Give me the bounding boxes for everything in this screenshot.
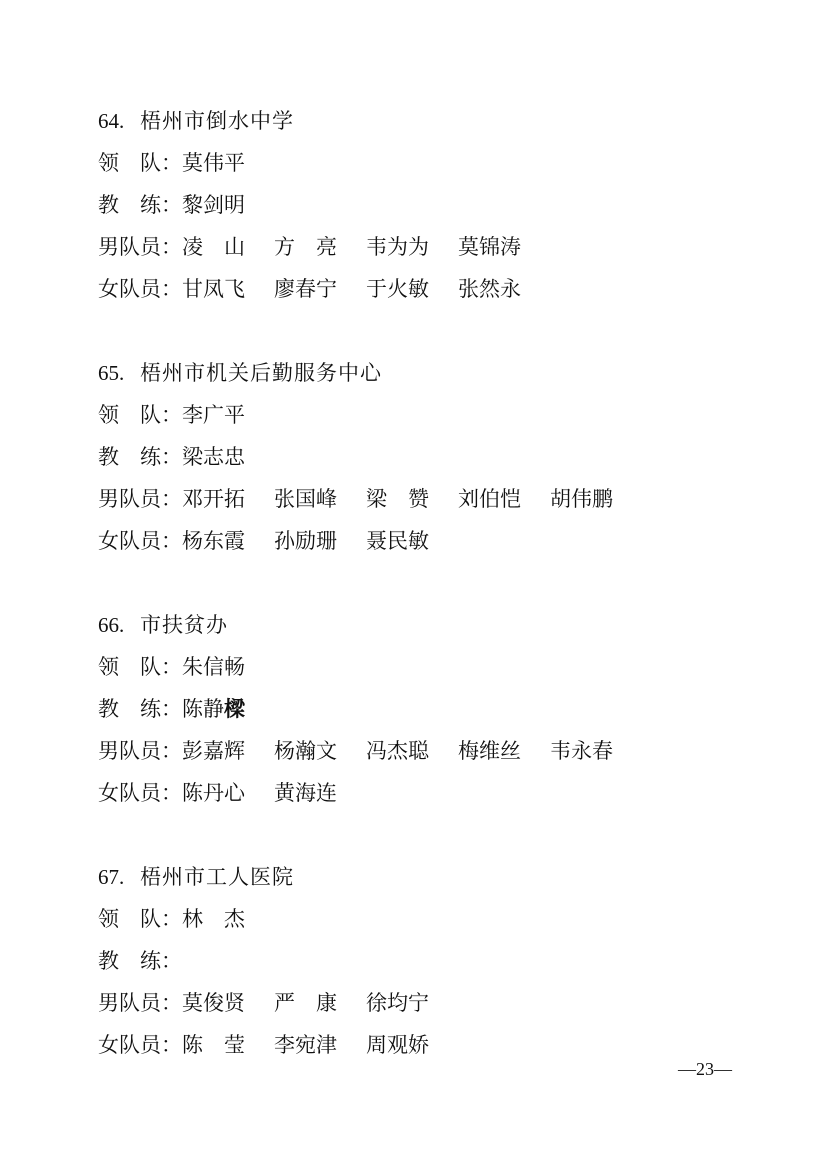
member-name: 梁 赞 — [366, 487, 429, 511]
coach-name: 陈静 — [182, 697, 224, 721]
member-name: 莫俊贤 — [182, 991, 245, 1015]
team-block — [98, 856, 766, 1066]
team-name: 梧州市机关后勤服务中心 — [140, 361, 382, 385]
teams-list — [98, 100, 766, 1108]
female-members-row — [98, 268, 766, 310]
female-members-row — [98, 1024, 766, 1066]
team-name: 梧州市工人医院 — [140, 865, 294, 889]
male-members-row — [98, 730, 766, 772]
male-members-label: 男队员： — [98, 991, 182, 1015]
member-name: 邓开拓 — [182, 487, 245, 511]
leader-row — [98, 646, 766, 688]
leader-name: 林 杰 — [182, 907, 245, 931]
member-name: 彭嘉辉 — [182, 739, 245, 763]
team-number: 65. — [98, 361, 125, 385]
team-name: 梧州市倒水中学 — [140, 109, 294, 133]
leader-name: 朱信畅 — [182, 655, 245, 679]
leader-row — [98, 394, 766, 436]
team-block — [98, 604, 766, 814]
male-members-row — [98, 226, 766, 268]
member-name: 杨瀚文 — [274, 739, 337, 763]
member-name: 方 亮 — [274, 235, 337, 259]
team-number: 67. — [98, 865, 125, 889]
leader-row — [98, 898, 766, 940]
coach-name: 黎剑明 — [182, 193, 245, 217]
member-name: 陈丹心 — [182, 781, 245, 805]
member-name: 聂民敏 — [366, 529, 429, 553]
male-members — [182, 478, 613, 520]
female-members-row — [98, 520, 766, 562]
male-members-label: 男队员： — [98, 235, 182, 259]
team-title — [98, 352, 766, 394]
male-members — [182, 226, 521, 268]
coach-row — [98, 940, 766, 982]
member-name: 黄海连 — [274, 781, 337, 805]
leader-name: 莫伟平 — [182, 151, 245, 175]
member-name: 莫锦涛 — [458, 235, 521, 259]
leader-name: 李广平 — [182, 403, 245, 427]
team-number: 66. — [98, 613, 125, 637]
coach-label: 教 练： — [98, 445, 182, 469]
member-name: 周观娇 — [366, 1033, 429, 1057]
coach-row — [98, 436, 766, 478]
member-name: 陈 莹 — [182, 1033, 245, 1057]
member-name: 李宛津 — [274, 1033, 337, 1057]
female-members-label: 女队员： — [98, 781, 182, 805]
member-name: 严 康 — [274, 991, 337, 1015]
team-block — [98, 352, 766, 562]
leader-label: 领 队： — [98, 655, 182, 679]
team-number: 64. — [98, 109, 125, 133]
coach-name: 梁志忠 — [182, 445, 245, 469]
female-members-label: 女队员： — [98, 277, 182, 301]
coach-row — [98, 688, 766, 730]
male-members-label: 男队员： — [98, 739, 182, 763]
leader-label: 领 队： — [98, 403, 182, 427]
coach-row — [98, 184, 766, 226]
female-members-row — [98, 772, 766, 814]
female-members-label: 女队员： — [98, 529, 182, 553]
member-name: 冯杰聪 — [366, 739, 429, 763]
member-name: 张国峰 — [274, 487, 337, 511]
team-title — [98, 100, 766, 142]
member-name: 徐均宁 — [366, 991, 429, 1015]
member-name: 韦永春 — [550, 739, 613, 763]
member-name: 张然永 — [458, 277, 521, 301]
coach-label: 教 练： — [98, 193, 182, 217]
team-name: 市扶贫办 — [140, 613, 228, 637]
team-title — [98, 856, 766, 898]
male-members-label: 男队员： — [98, 487, 182, 511]
female-members — [182, 268, 521, 310]
male-members — [182, 730, 613, 772]
male-members — [182, 982, 429, 1024]
leader-row — [98, 142, 766, 184]
coach-label: 教 练： — [98, 949, 182, 973]
team-block — [98, 100, 766, 310]
female-members — [182, 1024, 429, 1066]
page-number: —23— — [678, 1059, 732, 1079]
coach-name-bold-part: 樑 — [224, 697, 245, 721]
male-members-row — [98, 478, 766, 520]
member-name: 于火敏 — [366, 277, 429, 301]
member-name: 凌 山 — [182, 235, 245, 259]
member-name: 廖春宁 — [274, 277, 337, 301]
female-members-label: 女队员： — [98, 1033, 182, 1057]
leader-label: 领 队： — [98, 907, 182, 931]
member-name: 甘凤飞 — [182, 277, 245, 301]
member-name: 胡伟鹏 — [550, 487, 613, 511]
member-name: 杨东霞 — [182, 529, 245, 553]
member-name: 刘伯恺 — [458, 487, 521, 511]
member-name: 韦为为 — [366, 235, 429, 259]
male-members-row — [98, 982, 766, 1024]
team-title — [98, 604, 766, 646]
female-members — [182, 520, 429, 562]
member-name: 孙励珊 — [274, 529, 337, 553]
female-members — [182, 772, 337, 814]
coach-label: 教 练： — [98, 697, 182, 721]
member-name: 梅维丝 — [458, 739, 521, 763]
leader-label: 领 队： — [98, 151, 182, 175]
